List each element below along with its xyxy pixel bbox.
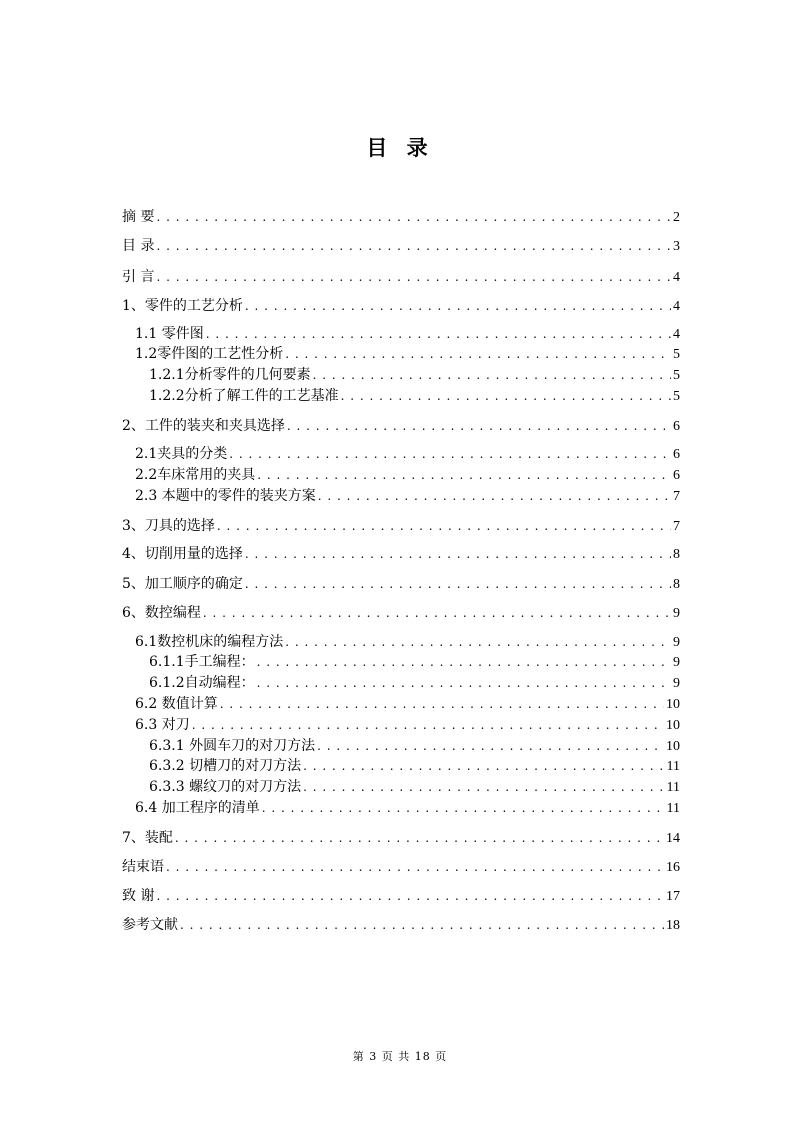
toc-entry-label: 6.3 对刀	[135, 717, 190, 733]
toc-entry-label: 6.1数控机床的编程方法	[135, 634, 284, 650]
toc-entry[interactable]	[149, 778, 680, 797]
toc-entry-page-number: 2	[673, 210, 680, 225]
toc-entry-page-number: 4	[673, 327, 680, 342]
toc-entry[interactable]	[135, 487, 680, 506]
toc-entry[interactable]	[149, 653, 680, 672]
toc-entry-page-number: 14	[666, 831, 680, 846]
toc-entry-label: 3、刀具的选择	[122, 518, 215, 534]
toc-entry-label: 2.2车床常用的夹具	[135, 467, 256, 483]
toc-entry-page-number: 16	[666, 860, 680, 875]
toc-entry-page-number: 5	[673, 347, 680, 362]
toc-entry-label: 7、装配	[122, 830, 173, 846]
toc-entry-label: 目 录	[122, 238, 155, 254]
toc-entry[interactable]	[135, 345, 680, 364]
toc-dot-leader	[156, 268, 671, 286]
toc-dot-leader	[257, 674, 671, 692]
toc-entry[interactable]	[149, 757, 680, 776]
toc-dot-leader	[180, 916, 664, 934]
toc-entry-page-number: 9	[673, 606, 680, 621]
toc-entry[interactable]	[149, 366, 680, 385]
toc-entry[interactable]	[135, 325, 680, 344]
toc-entry-label: 摘 要	[122, 209, 155, 225]
toc-entry-label: 6.3.1 外圆车刀的对刀方法	[149, 738, 316, 754]
toc-entry-label: 6.1.1手工编程：	[149, 654, 255, 670]
toc-dot-leader	[156, 208, 671, 226]
toc-dot-leader	[192, 716, 664, 734]
toc-entry-label: 4、切削用量的选择	[122, 546, 243, 562]
toc-entry-label: 6、数控编程	[122, 605, 201, 621]
toc-entry-page-number: 7	[673, 489, 680, 504]
toc-entry[interactable]	[149, 737, 680, 756]
toc-dot-leader	[285, 345, 671, 363]
toc-entry-label: 结束语	[122, 859, 164, 875]
page-title: 目 录	[366, 136, 434, 160]
toc-entry-label: 1.1 零件图	[135, 326, 204, 342]
toc-entry-page-number: 10	[666, 697, 680, 712]
toc-entry-label: 5、加工顺序的确定	[122, 576, 243, 592]
toc-dot-leader	[217, 517, 671, 535]
toc-entry-label: 6.3.3 螺纹刀的对刀方法	[149, 779, 302, 795]
toc-entry[interactable]	[135, 799, 680, 818]
toc-entry-page-number: 8	[673, 547, 680, 562]
toc-dot-leader	[245, 297, 671, 315]
toc-entry-label: 2、工件的装夹和夹具选择	[122, 418, 285, 434]
toc-entry[interactable]	[135, 695, 680, 714]
toc-entry-label: 参考文献	[122, 917, 178, 933]
toc-entry-label: 2.1夹具的分类	[135, 446, 228, 462]
toc-entry[interactable]	[122, 297, 680, 316]
toc-entry[interactable]	[122, 604, 680, 623]
toc-entry-page-number: 4	[673, 270, 680, 285]
toc-entry[interactable]	[149, 674, 680, 693]
toc-entry-label: 6.4 加工程序的清单	[135, 800, 260, 816]
toc-entry-page-number: 17	[666, 889, 680, 904]
toc-entry[interactable]	[135, 633, 680, 652]
toc-entry[interactable]	[135, 716, 680, 735]
page-footer: 第 3 页 共 18 页	[352, 1050, 448, 1063]
toc-entry-page-number: 6	[673, 447, 680, 462]
toc-dot-leader	[203, 604, 671, 622]
toc-entry-page-number: 9	[673, 635, 680, 650]
toc-entry-page-number: 11	[666, 759, 680, 774]
toc-dot-leader	[318, 487, 671, 505]
toc-dot-leader	[303, 778, 664, 796]
toc-entry-page-number: 3	[673, 239, 680, 254]
toc-dot-leader	[156, 887, 664, 905]
toc-entry-label: 致 谢	[122, 888, 155, 904]
toc-entry[interactable]	[122, 208, 680, 227]
toc-dot-leader	[166, 858, 664, 876]
toc-entry[interactable]	[122, 417, 680, 436]
toc-dot-leader	[175, 829, 664, 847]
toc-entry-page-number: 5	[673, 368, 680, 383]
toc-entry[interactable]	[122, 545, 680, 564]
toc-entry-page-number: 4	[673, 299, 680, 314]
toc-entry-page-number: 6	[673, 419, 680, 434]
toc-entry-page-number: 10	[666, 739, 680, 754]
toc-dot-leader	[257, 653, 671, 671]
toc-entry[interactable]	[135, 445, 680, 464]
toc-entry-page-number: 8	[673, 577, 680, 592]
toc-dot-leader	[313, 366, 671, 384]
toc-entry[interactable]	[122, 829, 680, 848]
toc-entry[interactable]	[122, 268, 680, 287]
toc-entry-label: 6.1.2自动编程：	[149, 675, 255, 691]
toc-entry-page-number: 10	[666, 718, 680, 733]
toc-dot-leader	[257, 466, 671, 484]
toc-entry[interactable]	[122, 916, 680, 935]
toc-entry-page-number: 11	[666, 780, 680, 795]
toc-entry-label: 6.3.2 切槽刀的对刀方法	[149, 758, 302, 774]
toc-entry-label: 引 言	[122, 269, 155, 285]
toc-dot-leader	[303, 757, 664, 775]
toc-dot-leader	[262, 799, 665, 817]
toc-entry[interactable]	[122, 887, 680, 906]
toc-entry-label: 1.2.2分析了解工件的工艺基准	[149, 388, 339, 404]
toc-dot-leader	[287, 417, 671, 435]
toc-entry-label: 1.2零件图的工艺性分析	[135, 346, 284, 362]
toc-dot-leader	[285, 633, 671, 651]
toc-entry-label: 6.2 数值计算	[135, 696, 218, 712]
toc-dot-leader	[206, 325, 671, 343]
toc-entry[interactable]	[122, 517, 680, 536]
toc-entry[interactable]	[122, 858, 680, 877]
toc-entry-page-number: 9	[673, 655, 680, 670]
toc-entry-page-number: 7	[673, 519, 680, 534]
toc-entry[interactable]	[122, 237, 680, 256]
toc-entry[interactable]	[122, 575, 680, 594]
toc-dot-leader	[229, 445, 671, 463]
toc-entry-label: 2.3 本题中的零件的装夹方案	[135, 488, 316, 504]
toc-entry-page-number: 6	[673, 468, 680, 483]
toc-dot-leader	[245, 575, 671, 593]
toc-entry-page-number: 18	[666, 918, 680, 933]
toc-entry-page-number: 5	[673, 389, 680, 404]
toc-dot-leader	[220, 695, 664, 713]
toc-dot-leader	[317, 737, 664, 755]
toc-entry-label: 1.2.1分析零件的几何要素	[149, 367, 311, 383]
toc-dot-leader	[341, 387, 671, 405]
toc-entry[interactable]	[135, 466, 680, 485]
toc-dot-leader	[245, 545, 671, 563]
toc-entry-page-number: 9	[673, 676, 680, 691]
toc-entry-page-number: 11	[666, 801, 680, 816]
toc-dot-leader	[156, 237, 671, 255]
toc-entry[interactable]	[149, 387, 680, 406]
toc-entry-label: 1、零件的工艺分析	[122, 298, 243, 314]
